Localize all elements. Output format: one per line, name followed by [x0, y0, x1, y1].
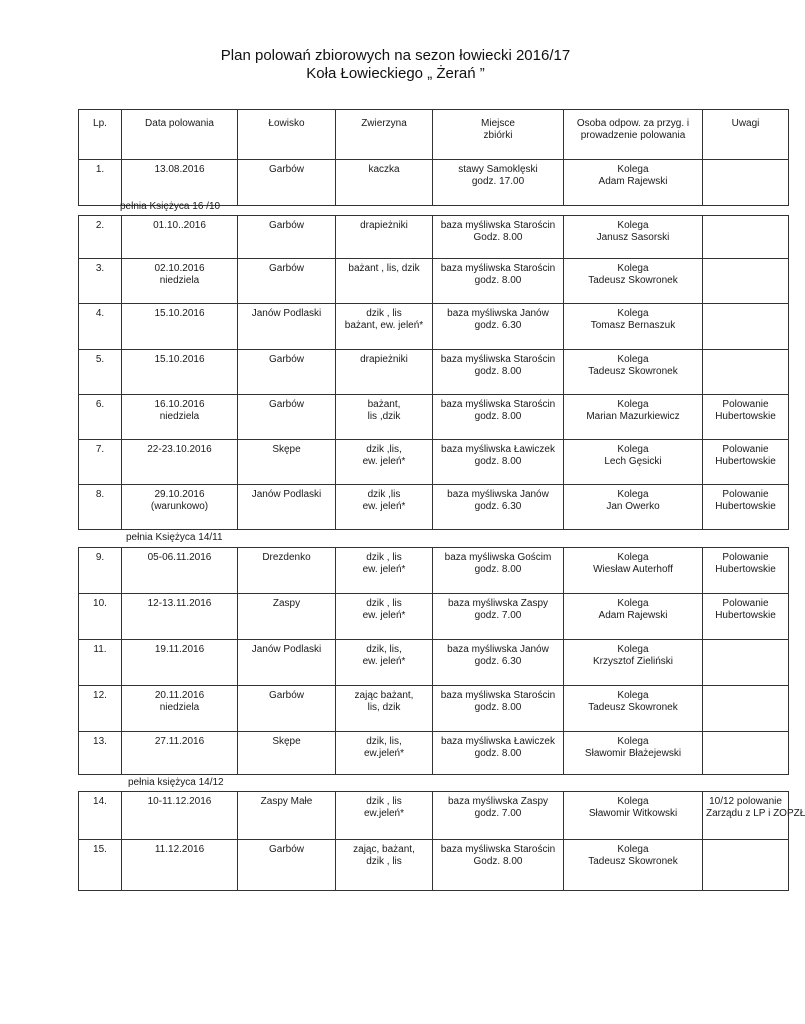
- cell-area-line: Janów Podlaski: [251, 308, 322, 319]
- cell-lp: 13.: [79, 732, 122, 775]
- cell-date-line: 05-06.11.2016: [147, 552, 212, 563]
- cell-game-line: dzik, lis,: [366, 736, 402, 747]
- cell-area-line: Janów Podlaski: [251, 489, 322, 500]
- cell-person-line: Kolega: [617, 399, 649, 410]
- cell-date: [122, 640, 238, 686]
- cell-person: [564, 686, 703, 732]
- cell-area-line: Drezdenko: [262, 552, 311, 563]
- cell-game-line: lis ,dzik: [367, 411, 401, 422]
- cell-remarks-line: Polowanie: [722, 552, 769, 563]
- cell-person-line: Janusz Sasorski: [596, 232, 670, 243]
- schedule-table-section: [78, 547, 789, 775]
- cell-person: [564, 160, 703, 206]
- cell-person-line: Kolega: [617, 489, 649, 500]
- cell-place-line: godz. 8.00: [474, 702, 522, 713]
- cell-game-line: bażant, ew. jeleń*: [344, 320, 424, 331]
- cell-game-line: kaczka: [368, 164, 400, 175]
- cell-place-line: baza myśliwska Janów: [447, 489, 549, 500]
- cell-remarks-line: Hubertowskie: [715, 456, 776, 467]
- cell-place: [433, 732, 564, 775]
- cell-lp: 11.: [79, 640, 122, 686]
- cell-person-line: Adam Rajewski: [598, 610, 668, 621]
- cell-area: [238, 485, 336, 530]
- cell-place-line: baza myśliwska Gościm: [444, 552, 552, 563]
- table-row: [79, 594, 789, 640]
- cell-date-line: 15.10.2016: [154, 354, 205, 365]
- cell-lp: 2.: [79, 216, 122, 259]
- cell-game: [336, 440, 433, 485]
- cell-place-line: baza myśliwska Janów: [447, 308, 549, 319]
- cell-game: [336, 485, 433, 530]
- column-header-game-line: Zwierzyna: [361, 118, 407, 129]
- column-header-place-line: zbiórki: [483, 130, 513, 141]
- cell-lp: 4.: [79, 304, 122, 350]
- cell-date: [122, 485, 238, 530]
- cell-area: [238, 216, 336, 259]
- cell-person-line: Tadeusz Skowronek: [588, 366, 678, 377]
- cell-area-line: Garbów: [268, 690, 304, 701]
- cell-game-line: drapieżniki: [360, 220, 408, 231]
- cell-person: [564, 259, 703, 304]
- cell-person-line: Jan Owerko: [606, 501, 660, 512]
- cell-place: [433, 840, 564, 891]
- cell-place-line: baza myśliwska Starościn: [440, 220, 556, 231]
- cell-game-line: ew.jeleń*: [363, 808, 405, 819]
- table-row: [79, 350, 789, 395]
- cell-date: [122, 548, 238, 594]
- full-moon-note: pełnia księżyca 14/12: [128, 777, 224, 788]
- cell-place-line: godz. 8.00: [474, 411, 522, 422]
- cell-lp: 3.: [79, 259, 122, 304]
- cell-remarks-line: Polowanie: [722, 399, 769, 410]
- cell-person-line: Kolega: [617, 796, 649, 807]
- cell-game: [336, 304, 433, 350]
- cell-game-line: zając, bażant,: [353, 844, 415, 855]
- cell-person-line: Kolega: [617, 164, 649, 175]
- column-header-date-line: Data polowania: [145, 118, 214, 129]
- cell-person: [564, 640, 703, 686]
- cell-date: [122, 440, 238, 485]
- cell-lp: 12.: [79, 686, 122, 732]
- cell-remarks-line: 10/12 polowanie: [709, 796, 782, 807]
- cell-game-line: ew. jeleń*: [362, 501, 406, 512]
- cell-remarks-line: Polowanie: [722, 444, 769, 455]
- full-moon-note: pełnia Księżyca 16 /10: [120, 201, 221, 212]
- cell-date-line: 16.10.2016: [154, 399, 205, 410]
- cell-lp: 5.: [79, 350, 122, 395]
- column-header-person-line: Osoba odpow. za przyg. i: [576, 118, 690, 129]
- cell-lp: 1.: [79, 160, 122, 206]
- table-row: [79, 485, 789, 530]
- cell-remarks-line: Hubertowskie: [715, 610, 776, 621]
- cell-remarks: [703, 640, 789, 686]
- schedule-table-section: [78, 109, 789, 206]
- cell-lp: 7.: [79, 440, 122, 485]
- cell-person-line: Kolega: [617, 308, 649, 319]
- cell-person: [564, 548, 703, 594]
- cell-place-line: Godz. 8.00: [473, 232, 523, 243]
- cell-date-line: 13.08.2016: [154, 164, 205, 175]
- full-moon-note: pełnia Księżyca 14/11: [126, 532, 223, 543]
- table-row: [79, 160, 789, 206]
- cell-person: [564, 792, 703, 840]
- cell-place: [433, 485, 564, 530]
- cell-person-line: Tadeusz Skowronek: [588, 702, 678, 713]
- cell-place-line: godz. 6.30: [474, 501, 522, 512]
- cell-place: [433, 640, 564, 686]
- cell-place: [433, 548, 564, 594]
- cell-date-line: 11.12.2016: [154, 844, 205, 855]
- cell-game: [336, 594, 433, 640]
- cell-person-line: Tadeusz Skowronek: [588, 856, 678, 867]
- cell-person-line: Lech Gęsicki: [604, 456, 662, 467]
- document-title: Plan polowań zbiorowych na sezon łowiecki 2016/17: [220, 47, 571, 64]
- column-header-area: [238, 110, 336, 160]
- table-header-row: [79, 110, 789, 160]
- cell-game: [336, 216, 433, 259]
- cell-game: [336, 640, 433, 686]
- schedule-table-section: [78, 215, 789, 530]
- table-row: [79, 640, 789, 686]
- cell-date-line: 02.10.2016: [154, 263, 205, 274]
- cell-place-line: godz. 8.00: [474, 275, 522, 286]
- cell-date-line: (warunkowo): [150, 501, 209, 512]
- cell-place: [433, 350, 564, 395]
- cell-person-line: Kolega: [617, 444, 649, 455]
- cell-area: [238, 160, 336, 206]
- cell-date: [122, 160, 238, 206]
- cell-person: [564, 395, 703, 440]
- cell-place: [433, 160, 564, 206]
- cell-game-line: bażant , lis, dzik: [348, 263, 420, 274]
- cell-remarks: [703, 792, 805, 840]
- table-row: [79, 686, 789, 732]
- column-header-remarks: [703, 110, 789, 160]
- cell-person-line: Tomasz Bernaszuk: [590, 320, 676, 331]
- table-row: [79, 792, 789, 840]
- table-row: [79, 840, 789, 891]
- table-row: [79, 395, 789, 440]
- cell-date-line: niedziela: [159, 411, 200, 422]
- table-row: [79, 259, 789, 304]
- cell-remarks: [703, 440, 789, 485]
- cell-area-line: Garbów: [268, 263, 304, 274]
- column-header-remarks-line: Uwagi: [731, 118, 760, 129]
- cell-remarks: [703, 350, 789, 395]
- cell-game: [336, 350, 433, 395]
- table-row: [79, 732, 789, 775]
- cell-game-line: dzik, lis,: [366, 644, 402, 655]
- table-row: [79, 216, 789, 259]
- cell-area-line: Garbów: [268, 399, 304, 410]
- cell-game: [336, 395, 433, 440]
- cell-place-line: baza myśliwska Starościn: [440, 690, 556, 701]
- cell-date-line: 10-11.12.2016: [147, 796, 212, 807]
- cell-remarks: [703, 160, 789, 206]
- cell-game: [336, 548, 433, 594]
- cell-lp: 6.: [79, 395, 122, 440]
- cell-person-line: Marian Mazurkiewicz: [586, 411, 680, 422]
- cell-lp: 14.: [79, 792, 122, 840]
- cell-game-line: ew. jeleń*: [362, 564, 406, 575]
- cell-remarks: [703, 686, 789, 732]
- cell-place: [433, 395, 564, 440]
- column-header-lp-line: Lp.: [93, 118, 107, 129]
- cell-game-line: ew. jeleń*: [362, 610, 406, 621]
- cell-place-line: baza myśliwska Ławiczek: [441, 736, 555, 747]
- cell-lp: 10.: [79, 594, 122, 640]
- cell-game-line: ew.jeleń*: [363, 748, 405, 759]
- cell-remarks-line: Hubertowskie: [715, 501, 776, 512]
- cell-person-line: Krzysztof Zieliński: [592, 656, 673, 667]
- cell-place-line: baza myśliwska Ławiczek: [441, 444, 555, 455]
- cell-date-line: 01.10..2016: [153, 220, 206, 231]
- cell-area-line: Garbów: [268, 220, 304, 231]
- cell-remarks-line: Polowanie: [722, 598, 769, 609]
- cell-date: [122, 259, 238, 304]
- cell-date-line: 22-23.10.2016: [147, 444, 212, 455]
- cell-area-line: Skępe: [272, 736, 301, 747]
- cell-area: [238, 350, 336, 395]
- cell-game: [336, 259, 433, 304]
- cell-place-line: baza myśliwska Starościn: [440, 263, 556, 274]
- cell-person: [564, 485, 703, 530]
- column-header-person: [564, 110, 703, 160]
- cell-area-line: Garbów: [268, 354, 304, 365]
- cell-date-line: 27.11.2016: [154, 736, 205, 747]
- cell-area: [238, 732, 336, 775]
- column-header-lp: [79, 110, 122, 160]
- cell-remarks: [703, 216, 789, 259]
- cell-remarks-line: Hubertowskie: [715, 411, 776, 422]
- cell-lp: 8.: [79, 485, 122, 530]
- cell-area-line: Zaspy Małe: [260, 796, 313, 807]
- cell-game-line: ew. jeleń*: [362, 456, 406, 467]
- cell-place-line: godz. 8.00: [474, 564, 522, 575]
- cell-date: [122, 395, 238, 440]
- cell-game-line: zając bażant,: [354, 690, 414, 701]
- cell-person: [564, 350, 703, 395]
- cell-place-line: baza myśliwska Starościn: [440, 399, 556, 410]
- cell-person: [564, 732, 703, 775]
- cell-person-line: Kolega: [617, 220, 649, 231]
- cell-place-line: godz. 7.00: [474, 808, 522, 819]
- cell-area-line: Garbów: [268, 164, 304, 175]
- cell-person-line: Wiesław Auterhoff: [593, 564, 673, 575]
- cell-game: [336, 732, 433, 775]
- cell-game-line: lis, dzik: [367, 702, 401, 713]
- cell-place: [433, 304, 564, 350]
- cell-person: [564, 216, 703, 259]
- cell-game: [336, 792, 433, 840]
- cell-area: [238, 395, 336, 440]
- column-header-date: [122, 110, 238, 160]
- cell-date-line: niedziela: [159, 275, 200, 286]
- cell-remarks: [703, 840, 789, 891]
- cell-person-line: Tadeusz Skowronek: [588, 275, 678, 286]
- cell-game-line: dzik ,lis,: [366, 444, 402, 455]
- cell-place: [433, 594, 564, 640]
- cell-area: [238, 640, 336, 686]
- schedule-table-section: [78, 791, 805, 891]
- cell-person-line: Kolega: [617, 354, 649, 365]
- cell-date: [122, 216, 238, 259]
- cell-place-line: godz. 7.00: [474, 610, 522, 621]
- cell-game-line: dzik , lis: [366, 308, 402, 319]
- cell-date-line: niedziela: [159, 702, 200, 713]
- cell-date: [122, 732, 238, 775]
- cell-date-line: 20.11.2016: [154, 690, 205, 701]
- cell-area: [238, 304, 336, 350]
- cell-lp: 15.: [79, 840, 122, 891]
- cell-place: [433, 686, 564, 732]
- cell-game: [336, 686, 433, 732]
- document-subtitle: Koła Łowieckiego „ Żerań ”: [306, 65, 485, 82]
- cell-date-line: 29.10.2016: [154, 489, 205, 500]
- cell-person-line: Sławomir Błażejewski: [584, 748, 682, 759]
- cell-person-line: Kolega: [617, 736, 649, 747]
- cell-remarks: [703, 548, 789, 594]
- cell-game-line: dzik , lis: [366, 552, 402, 563]
- cell-person-line: Sławomir Witkowski: [588, 808, 678, 819]
- cell-area: [238, 548, 336, 594]
- cell-place-line: godz. 17.00: [471, 176, 525, 187]
- cell-remarks-line: Hubertowskie: [715, 564, 776, 575]
- cell-area-line: Zaspy: [272, 598, 301, 609]
- cell-place: [433, 440, 564, 485]
- cell-person: [564, 440, 703, 485]
- cell-lp: 9.: [79, 548, 122, 594]
- column-header-place-line: Miejsce: [481, 118, 515, 129]
- cell-remarks: [703, 594, 789, 640]
- cell-date: [122, 350, 238, 395]
- cell-person-line: Kolega: [617, 552, 649, 563]
- cell-place: [433, 216, 564, 259]
- cell-area: [238, 594, 336, 640]
- cell-person-line: Kolega: [617, 844, 649, 855]
- table-row: [79, 548, 789, 594]
- cell-person: [564, 594, 703, 640]
- cell-date: [122, 594, 238, 640]
- cell-date: [122, 792, 238, 840]
- cell-place-line: stawy Samoklęski: [458, 164, 538, 175]
- cell-remarks-line: Zarządu z LP i ZOPZŁ: [706, 808, 805, 819]
- cell-remarks: [703, 304, 789, 350]
- cell-game-line: ew. jeleń*: [362, 656, 406, 667]
- cell-game: [336, 840, 433, 891]
- cell-game-line: dzik , lis: [366, 598, 402, 609]
- cell-place: [433, 259, 564, 304]
- cell-remarks: [703, 395, 789, 440]
- cell-person-line: Kolega: [617, 690, 649, 701]
- cell-place-line: Godz. 8.00: [473, 856, 523, 867]
- cell-game-line: dzik , lis: [366, 796, 402, 807]
- cell-place-line: godz. 6.30: [474, 656, 522, 667]
- cell-place-line: baza myśliwska Starościn: [440, 844, 556, 855]
- cell-person-line: Kolega: [617, 598, 649, 609]
- cell-game-line: dzik , lis: [366, 856, 402, 867]
- cell-area: [238, 686, 336, 732]
- cell-place-line: baza myśliwska Starościn: [440, 354, 556, 365]
- cell-date-line: 12-13.11.2016: [147, 598, 212, 609]
- cell-place-line: godz. 6.30: [474, 320, 522, 331]
- cell-person: [564, 840, 703, 891]
- cell-person-line: Adam Rajewski: [598, 176, 668, 187]
- cell-game-line: dzik ,lis: [367, 489, 401, 500]
- cell-area: [238, 440, 336, 485]
- cell-area-line: Janów Podlaski: [251, 644, 322, 655]
- cell-date: [122, 840, 238, 891]
- cell-area-line: Skępe: [272, 444, 301, 455]
- cell-place-line: godz. 8.00: [474, 366, 522, 377]
- cell-place-line: baza myśliwska Zaspy: [447, 796, 549, 807]
- cell-area-line: Garbów: [268, 844, 304, 855]
- table-row: [79, 440, 789, 485]
- cell-date-line: 19.11.2016: [154, 644, 205, 655]
- cell-area: [238, 792, 336, 840]
- cell-date: [122, 304, 238, 350]
- column-header-game: [336, 110, 433, 160]
- cell-remarks: [703, 485, 789, 530]
- cell-person-line: Kolega: [617, 263, 649, 274]
- cell-date: [122, 686, 238, 732]
- cell-area: [238, 259, 336, 304]
- cell-place: [433, 792, 564, 840]
- cell-game-line: bażant,: [367, 399, 401, 410]
- cell-place-line: baza myśliwska Zaspy: [447, 598, 549, 609]
- cell-person-line: Kolega: [617, 644, 649, 655]
- cell-game-line: drapieżniki: [360, 354, 408, 365]
- column-header-place: [433, 110, 564, 160]
- cell-date-line: 15.10.2016: [154, 308, 205, 319]
- table-row: [79, 304, 789, 350]
- cell-remarks: [703, 732, 789, 775]
- cell-remarks: [703, 259, 789, 304]
- column-header-area-line: Łowisko: [268, 118, 305, 129]
- column-header-person-line: prowadzenie polowania: [580, 130, 686, 141]
- cell-place-line: godz. 8.00: [474, 748, 522, 759]
- cell-place-line: baza myśliwska Janów: [447, 644, 549, 655]
- cell-remarks-line: Polowanie: [722, 489, 769, 500]
- cell-area: [238, 840, 336, 891]
- cell-place-line: godz. 8.00: [474, 456, 522, 467]
- cell-person: [564, 304, 703, 350]
- cell-game: [336, 160, 433, 206]
